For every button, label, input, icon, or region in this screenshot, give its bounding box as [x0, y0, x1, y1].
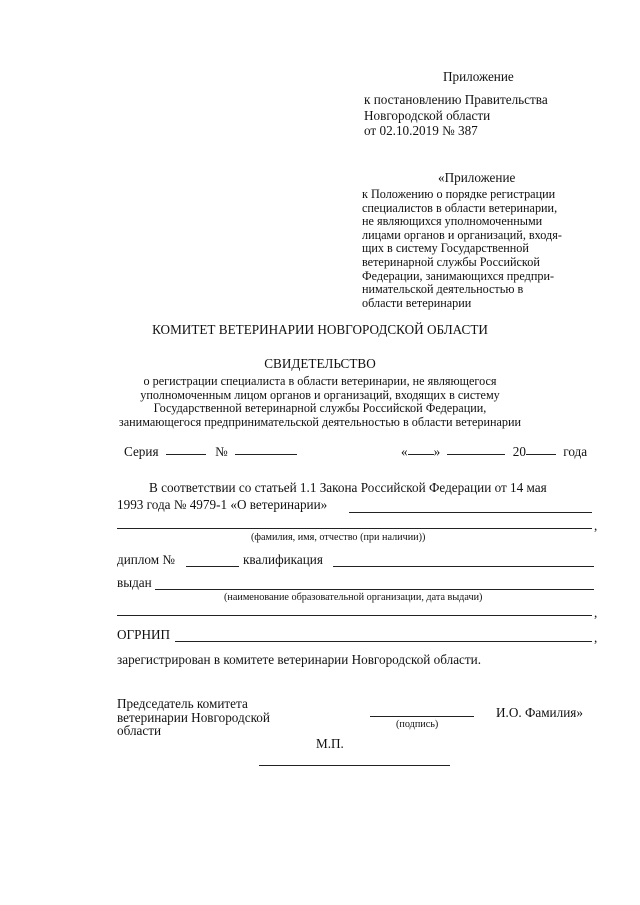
chair-line: ветеринарии Новгородской: [117, 709, 270, 725]
appendix2-line: не являющихся уполномоченными: [362, 214, 543, 229]
number-field[interactable]: [235, 454, 297, 455]
subtitle-line: уполномоченным лицом органов и организаций, входящих в систему: [140, 387, 500, 402]
appendix2-line: области ветеринарии: [362, 295, 472, 310]
series-field[interactable]: [166, 454, 206, 455]
appendix1-line: Новгородской области: [364, 107, 491, 123]
appendix1-line: от 02.10.2019 № 387: [364, 123, 478, 138]
comma: ,: [594, 518, 598, 533]
close-quote: »: [433, 444, 441, 459]
committee-title: КОМИТЕТ ВЕТЕРИНАРИИ НОВГОРОДСКОЙ ОБЛАСТИ: [152, 322, 488, 337]
open-quote: «: [401, 444, 408, 459]
series-label: Серия: [124, 444, 159, 459]
series-row-left: [124, 444, 297, 460]
ogrnip-field[interactable]: [175, 641, 592, 642]
ogrnip-label: ОГРНИП: [117, 627, 171, 642]
appendix1-title: Приложение: [443, 69, 514, 84]
org-field-continued[interactable]: [117, 615, 592, 616]
signature-field[interactable]: [370, 716, 474, 717]
month-field[interactable]: [447, 454, 505, 455]
body-line2: 1993 года № 4979-1 «О ветеринарии»: [117, 497, 328, 512]
appendix2-line: специалистов в области ветеринарии,: [362, 200, 558, 215]
body-line1: В соответствии со статьей 1.1 Закона Российской Федерации от 14 мая: [149, 480, 547, 495]
appendix1-lines: [364, 92, 548, 139]
appendix2-title: «Приложение: [438, 170, 516, 185]
bottom-divider: [259, 765, 450, 766]
fio-caption: (фамилия, имя, отчество (при наличии)): [251, 532, 426, 543]
qualification-field[interactable]: [333, 566, 594, 567]
line2-field[interactable]: [349, 512, 592, 513]
appendix2-line: к Положению о порядке регистрации: [362, 187, 556, 201]
signatory-name: И.О. Фамилия»: [496, 705, 583, 720]
comma: ,: [594, 605, 598, 620]
comma: ,: [594, 630, 598, 645]
appendix2-line: ветеринарной службы Российской: [362, 254, 540, 269]
number-label: №: [215, 444, 228, 459]
subtitle-line: о регистрации специалиста в области ветеринарии, не являющегося: [143, 374, 497, 388]
appendix2-line: щих в систему Государственной: [362, 241, 529, 256]
issued-field[interactable]: [155, 589, 594, 590]
registered-text: зарегистрирован в комитете ветеринарии Новгородской области.: [117, 652, 482, 667]
year-suffix: года: [563, 444, 588, 459]
diploma-field[interactable]: [186, 566, 239, 567]
fio-field[interactable]: [117, 528, 592, 529]
appendix2-line: лицами органов и организаций, входя-: [362, 227, 562, 242]
stamp-label: М.П.: [316, 736, 344, 751]
org-caption: (наименование образовательной организации, дата выдачи): [224, 592, 483, 603]
appendix2-lines: [362, 188, 562, 310]
series-row-date: [401, 444, 587, 460]
year-field[interactable]: [526, 454, 556, 455]
appendix2-line: Федерации, занимающихся предпри-: [362, 268, 555, 283]
day-field[interactable]: [408, 454, 434, 455]
subtitle-line: Государственной ветеринарной службы Российской Федерации,: [153, 401, 487, 416]
appendix1-line: к постановлению Правительства: [364, 92, 548, 107]
chair-title: [117, 697, 270, 738]
qualification-label: квалификация: [243, 552, 323, 567]
signature-caption: (подпись): [396, 719, 439, 730]
appendix2-line: нимательской деятельностью в: [362, 282, 524, 297]
year-prefix: 20: [512, 444, 526, 459]
issued-label: выдан: [117, 575, 152, 590]
certificate-title: СВИДЕТЕЛЬСТВО: [264, 356, 376, 371]
subtitle-line: занимающегося предпринимательской деятельностью в области ветеринарии: [118, 414, 522, 429]
diploma-label: диплом №: [117, 552, 175, 567]
certificate-subtitle: [60, 375, 580, 429]
chair-line: области: [117, 723, 162, 738]
chair-line: Председатель комитета: [117, 696, 248, 711]
